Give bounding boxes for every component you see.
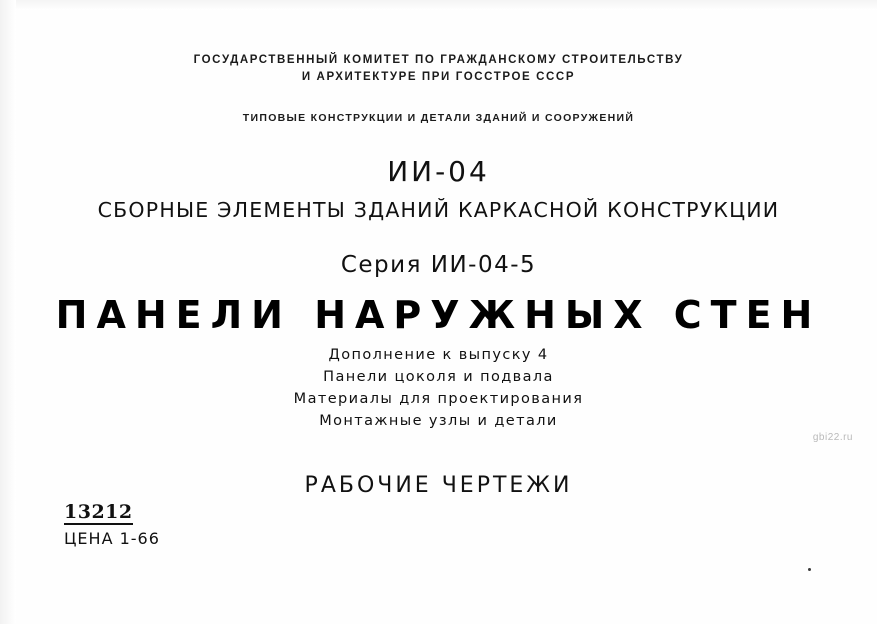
series-line: Серия ИИ-04-5 xyxy=(340,252,537,278)
series-subtitle: ТИПОВЫЕ КОНСТРУКЦИИ И ДЕТАЛИ ЗДАНИЙ И СООРУЖЕНИЙ xyxy=(242,112,635,124)
stamp-block xyxy=(64,503,160,548)
addendum-line-4: Монтажные узлы и детали xyxy=(319,413,558,429)
elements-line: СБОРНЫЕ ЭЛЕМЕНТЫ ЗДАНИЙ КАРКАСНОЙ КОНСТРУКЦИИ xyxy=(97,198,780,222)
stamp-number: 13212 xyxy=(64,501,133,523)
page-edge-shade-top xyxy=(0,0,877,10)
working-drawings-label: РАБОЧИЕ ЧЕРТЕЖИ xyxy=(304,473,573,498)
addendum-line-1: Дополнение к выпуску 4 xyxy=(328,347,549,363)
organization-line-2: И АРХИТЕКТУРЕ ПРИ ГОССТРОЕ СССР xyxy=(301,71,576,83)
addendum-line-3: Материалы для проектирования xyxy=(293,391,584,407)
addendum-line-2: Панели цоколя и подвала xyxy=(323,369,554,385)
series-code: ИИ-04 xyxy=(387,155,490,188)
organization-block xyxy=(0,52,877,86)
page-speck xyxy=(808,568,811,571)
page-title: ПАНЕЛИ НАРУЖНЫХ СТЕН xyxy=(55,293,822,337)
organization-line-1: ГОСУДАРСТВЕННЫЙ КОМИТЕТ ПО ГРАЖДАНСКОМУ СТРОИТЕЛЬСТВУ xyxy=(193,54,684,66)
stamp-price: ЦЕНА 1-66 xyxy=(64,529,160,548)
watermark: gbi22.ru xyxy=(812,432,853,443)
addendum-block xyxy=(0,345,877,433)
